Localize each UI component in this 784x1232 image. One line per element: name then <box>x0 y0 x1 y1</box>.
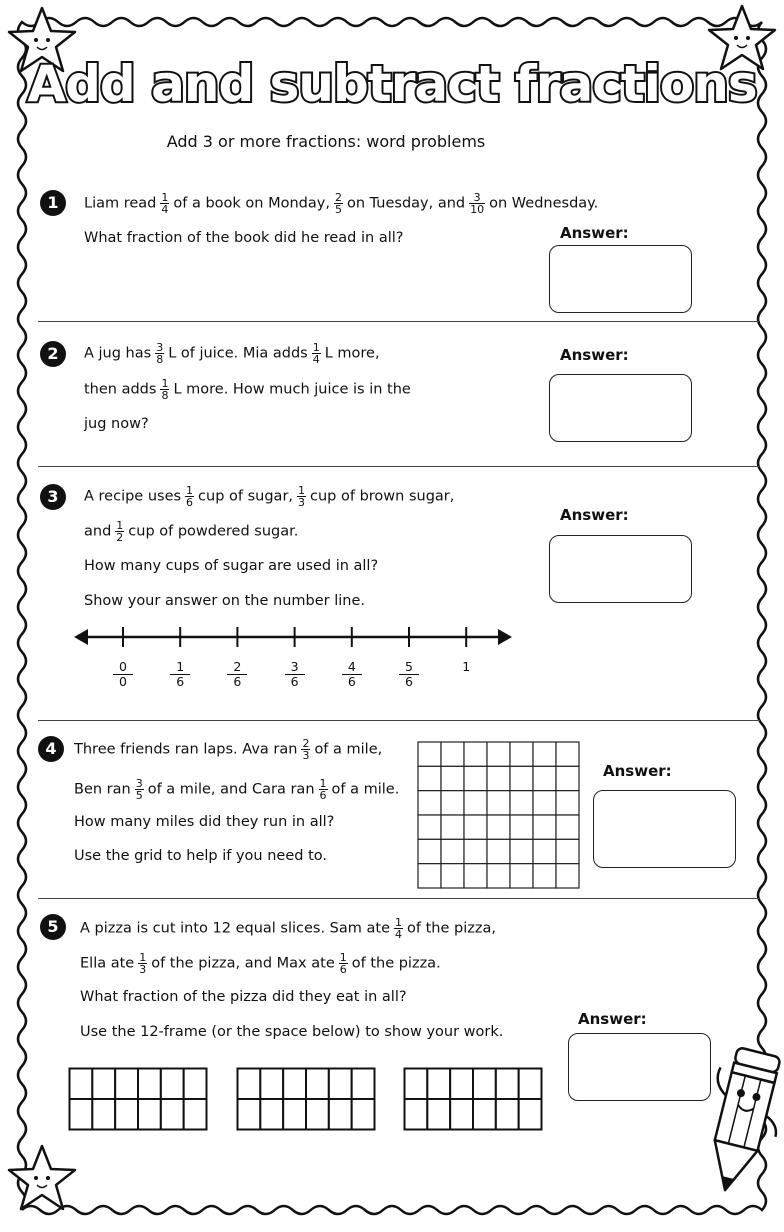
answer-label-5: Answer: <box>578 1010 647 1028</box>
grid-cell[interactable] <box>418 791 441 815</box>
grid-cell[interactable] <box>441 815 464 839</box>
problem-2-line-3: jug now? <box>84 416 149 432</box>
twelve-frame-cell[interactable] <box>260 1069 283 1100</box>
grid-cell[interactable] <box>556 839 579 863</box>
twelve-frame-cell[interactable] <box>329 1099 352 1130</box>
answer-box-3[interactable] <box>549 535 692 603</box>
number-line-label: 3 6 <box>285 660 305 689</box>
grid-cell[interactable] <box>487 864 510 888</box>
grid-cell[interactable] <box>487 742 510 766</box>
problem-number-2: 2 <box>40 341 66 367</box>
grid-cell[interactable] <box>441 766 464 790</box>
section-divider <box>38 720 760 721</box>
grid-cell[interactable] <box>487 766 510 790</box>
twelve-frame-cell[interactable] <box>260 1099 283 1130</box>
answer-box-1[interactable] <box>549 245 692 313</box>
number-line-label: 4 6 <box>342 660 362 689</box>
fraction: $\frac{1}{2}$ <box>116 519 124 544</box>
fraction: $\frac{2}{5}$ <box>334 191 342 216</box>
twelve-frame-cell[interactable] <box>283 1099 306 1130</box>
number-line-label: 1 <box>462 659 471 674</box>
problem-4-line-1: Three friends ran laps. Ava ran $\frac{2}{3}$ of a mile, <box>74 737 383 762</box>
problem-5-line-4: Use the 12-frame (or the space below) to show your work. <box>80 1024 504 1040</box>
grid-cell[interactable] <box>556 815 579 839</box>
number-line-label: 0 0 <box>113 660 133 689</box>
grid-cell[interactable] <box>533 815 556 839</box>
problem-2-line-1: A jug has $\frac{3}{8}$ L of juice. Mia adds $\frac{1}{4}$ L more, <box>84 341 380 366</box>
twelve-frame-cell[interactable] <box>92 1069 115 1100</box>
twelve-frame-cell[interactable] <box>306 1069 329 1100</box>
grid-cell[interactable] <box>510 766 533 790</box>
problem-number-5: 5 <box>40 914 66 940</box>
twelve-frame-cell[interactable] <box>92 1099 115 1130</box>
problem-4-line-4: Use the grid to help if you need to. <box>74 848 327 864</box>
graph-grid[interactable] <box>417 741 580 889</box>
twelve-frame-cell[interactable] <box>405 1099 428 1130</box>
fraction: $\frac{1}{3}$ <box>139 951 147 976</box>
twelve-frame-cell[interactable] <box>352 1099 375 1130</box>
grid-cell[interactable] <box>533 839 556 863</box>
twelve-frame-cell[interactable] <box>473 1069 496 1100</box>
problem-number-4: 4 <box>38 736 64 762</box>
fraction: $\frac{3}{10}$ <box>470 191 485 216</box>
problem-1-line-1: Liam read $\frac{1}{4}$ of a book on Monday, $\frac{2}{5}$ on Tuesday, and $\frac{3}{10}$ on Wednesday. <box>84 191 599 216</box>
grid-cell[interactable] <box>418 766 441 790</box>
grid-cell[interactable] <box>510 839 533 863</box>
problem-5-line-2: Ella ate $\frac{1}{3}$ of the pizza, and Max ate $\frac{1}{6}$ of the pizza. <box>80 951 441 976</box>
problem-3-line-1: A recipe uses $\frac{1}{6}$ cup of sugar, $\frac{1}{3}$ cup of brown sugar, <box>84 484 455 509</box>
grid-cell[interactable] <box>418 839 441 863</box>
twelve-frame-cell[interactable] <box>184 1099 207 1130</box>
grid-cell[interactable] <box>556 791 579 815</box>
arrow-right-icon <box>498 629 512 645</box>
twelve-frame-cell[interactable] <box>473 1099 496 1130</box>
grid-cell[interactable] <box>510 742 533 766</box>
twelve-frame-cell[interactable] <box>115 1069 138 1100</box>
twelve-frame-cell[interactable] <box>427 1099 450 1130</box>
worksheet-title: Add and subtract fractions <box>27 55 757 113</box>
answer-box-4[interactable] <box>593 790 736 868</box>
problem-3-line-4: Show your answer on the number line. <box>84 593 365 609</box>
twelve-frame-cell[interactable] <box>70 1099 93 1130</box>
grid-cell[interactable] <box>464 791 487 815</box>
problem-3-line-3: How many cups of sugar are used in all? <box>84 558 379 574</box>
twelve-frame-cell[interactable] <box>238 1069 261 1100</box>
twelve-frame-cell[interactable] <box>161 1099 184 1130</box>
answer-label-3: Answer: <box>560 506 629 524</box>
twelve-frame-cell[interactable] <box>450 1099 473 1130</box>
number-line <box>70 622 520 652</box>
fraction: $\frac{1}{4}$ <box>395 916 403 941</box>
grid-cell[interactable] <box>464 839 487 863</box>
twelve-frame-cell[interactable] <box>519 1099 542 1130</box>
grid-cell[interactable] <box>510 815 533 839</box>
problem-number-1: 1 <box>40 190 66 216</box>
problem-1-line-2: What fraction of the book did he read in all? <box>84 230 404 246</box>
grid-cell[interactable] <box>556 766 579 790</box>
fraction: $\frac{2}{3}$ <box>302 737 310 762</box>
answer-label-2: Answer: <box>560 346 629 364</box>
twelve-frame-cell[interactable] <box>161 1069 184 1100</box>
worksheet-subtitle: Add 3 or more fractions: word problems <box>166 132 486 151</box>
twelve-frame-cell[interactable] <box>306 1099 329 1130</box>
problem-3-line-2: and $\frac{1}{2}$ cup of powdered sugar. <box>84 519 299 544</box>
twelve-frame-cell[interactable] <box>519 1069 542 1100</box>
grid-cell[interactable] <box>418 815 441 839</box>
number-line-label: 2 6 <box>227 660 247 689</box>
grid-cell[interactable] <box>556 864 579 888</box>
twelve-frame-cell[interactable] <box>427 1069 450 1100</box>
twelve-frame-cell[interactable] <box>496 1099 519 1130</box>
grid-cell[interactable] <box>418 864 441 888</box>
twelve-frame-3[interactable] <box>403 1067 543 1131</box>
twelve-frame-cell[interactable] <box>329 1069 352 1100</box>
twelve-frame-cell[interactable] <box>450 1069 473 1100</box>
twelve-frame-cell[interactable] <box>352 1069 375 1100</box>
twelve-frame-cell[interactable] <box>115 1099 138 1130</box>
fraction: $\frac{1}{4}$ <box>312 341 320 366</box>
grid-cell[interactable] <box>441 742 464 766</box>
fraction: $\frac{1}{6}$ <box>319 777 327 802</box>
problem-4-line-3: How many miles did they run in all? <box>74 814 335 830</box>
answer-box-2[interactable] <box>549 374 692 442</box>
problem-5-line-1: A pizza is cut into 12 equal slices. Sam ate $\frac{1}{4}$ of the pizza, <box>80 916 496 941</box>
grid-cell[interactable] <box>441 839 464 863</box>
grid-cell[interactable] <box>533 766 556 790</box>
problem-5-line-3: What fraction of the pizza did they eat in all? <box>80 989 407 1005</box>
answer-box-5[interactable] <box>568 1033 711 1101</box>
number-line-label: 5 6 <box>399 660 419 689</box>
grid-cell[interactable] <box>487 815 510 839</box>
twelve-frame-cell[interactable] <box>70 1069 93 1100</box>
answer-label-4: Answer: <box>603 762 672 780</box>
grid-cell[interactable] <box>464 864 487 888</box>
problem-4-line-2: Ben ran $\frac{3}{5}$ of a mile, and Cara ran $\frac{1}{6}$ of a mile. <box>74 777 400 802</box>
problem-number-3: 3 <box>40 484 66 510</box>
twelve-frame-cell[interactable] <box>238 1099 261 1130</box>
twelve-frame-cell[interactable] <box>283 1069 306 1100</box>
fraction: $\frac{1}{8}$ <box>161 377 169 402</box>
number-line-label: 1 6 <box>170 660 190 689</box>
grid-cell[interactable] <box>487 791 510 815</box>
section-divider <box>38 321 760 322</box>
section-divider <box>38 466 760 467</box>
grid-cell[interactable] <box>487 839 510 863</box>
answer-label-1: Answer: <box>560 224 629 242</box>
fraction: $\frac{3}{5}$ <box>135 777 143 802</box>
fraction: $\frac{1}{3}$ <box>298 484 306 509</box>
grid-cell[interactable] <box>533 742 556 766</box>
grid-cell[interactable] <box>441 864 464 888</box>
grid-cell[interactable] <box>464 815 487 839</box>
twelve-frame-cell[interactable] <box>184 1069 207 1100</box>
twelve-frame-cell[interactable] <box>138 1069 161 1100</box>
twelve-frame-1[interactable] <box>68 1067 208 1131</box>
grid-cell[interactable] <box>556 742 579 766</box>
arrow-left-icon <box>74 629 88 645</box>
grid-cell[interactable] <box>533 864 556 888</box>
fraction: $\frac{1}{4}$ <box>161 191 169 216</box>
star-bottom-left-icon <box>9 1146 75 1209</box>
fraction: $\frac{1}{6}$ <box>339 951 347 976</box>
twelve-frame-cell[interactable] <box>405 1069 428 1100</box>
grid-cell[interactable] <box>418 742 441 766</box>
problem-2-line-2: then adds $\frac{1}{8}$ L more. How much juice is in the <box>84 377 411 402</box>
grid-cell[interactable] <box>510 864 533 888</box>
twelve-frame-cell[interactable] <box>138 1099 161 1130</box>
twelve-frame-cell[interactable] <box>496 1069 519 1100</box>
grid-cell[interactable] <box>441 791 464 815</box>
fraction: $\frac{3}{8}$ <box>156 341 164 366</box>
grid-cell[interactable] <box>533 791 556 815</box>
fraction: $\frac{1}{6}$ <box>186 484 194 509</box>
twelve-frame-2[interactable] <box>236 1067 376 1131</box>
grid-cell[interactable] <box>510 791 533 815</box>
grid-cell[interactable] <box>464 742 487 766</box>
grid-cell[interactable] <box>464 766 487 790</box>
section-divider <box>38 898 760 899</box>
